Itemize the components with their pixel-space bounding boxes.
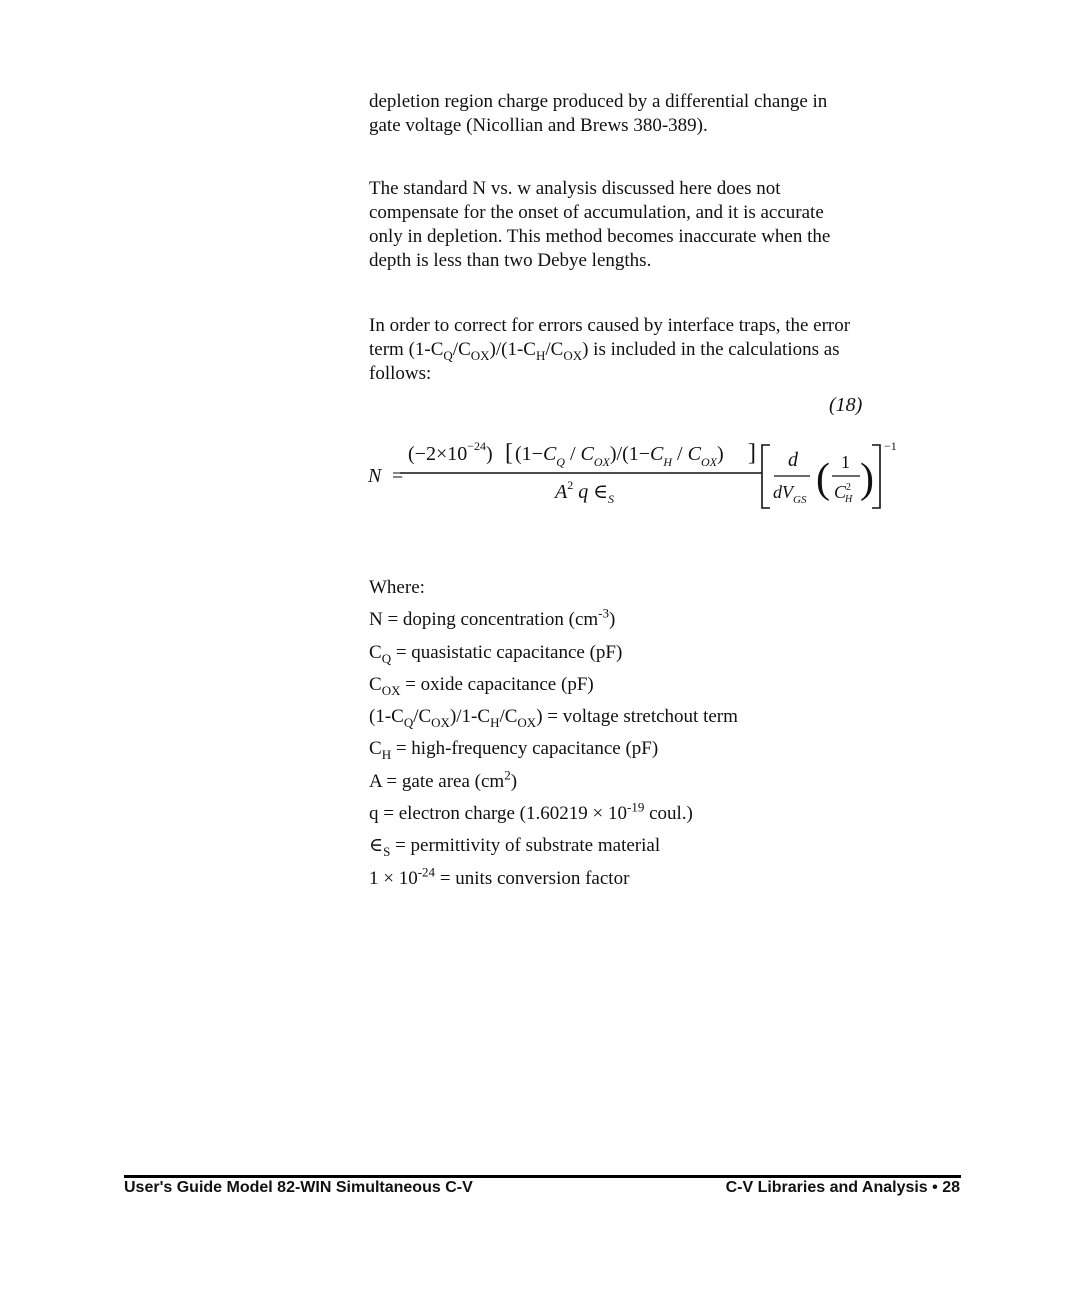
text-line: gate voltage (Nicollian and Brews 380-389). (369, 115, 708, 136)
svg-text:(−2×10−24): $(-2\times 10^{-24})$ (408, 439, 493, 465)
definitions-heading: Where: (369, 577, 425, 598)
svg-text:): ) (860, 456, 874, 502)
equation-number: (18) (829, 394, 863, 416)
definition-stretchout: $(1-C_Q/C_{OX})/1-C_H/C_{OX}$) = voltage stretchout term (369, 706, 738, 730)
text-line: only in depletion. This method becomes inaccurate when the (369, 226, 831, 247)
footer-section-page: C-V Libraries and Analysis • 28 (725, 1179, 960, 1196)
text-line: follows: (369, 363, 432, 384)
text-line: compensate for the onset of accumulation, and it is accurate (369, 202, 824, 223)
svg-text:N: N (368, 465, 382, 487)
svg-text:d: d (788, 449, 798, 471)
svg-text:A2 q ∈S: $A^2$ q $\in_S$ (555, 478, 615, 506)
svg-text:]: ] (748, 440, 756, 466)
definition-q: q = electron charge ($1.60219 \times 10^{-19}$ coul.) (369, 799, 693, 825)
definition-factor: $1 \times 10^{-24}$ = units conversion factor (369, 864, 630, 889)
definition-n: N = doping concentration $(cm^{-3})$ (369, 605, 616, 631)
text-line: term $(1-C_Q/C_{OX})/(1-C_H/C_{OX})$ is included in the calculations as (369, 339, 840, 363)
definition-cq: $C_Q$ = quasistatic capacitance (pF) (369, 641, 623, 666)
text-line: depletion region charge produced by a differential change in (369, 91, 828, 112)
svg-text:=: = (392, 465, 404, 487)
definition-ch: $C_H$ = high-frequency capacitance (pF) (369, 738, 659, 763)
paragraph-standard-analysis (369, 177, 909, 273)
text-line: The standard N vs. w analysis discussed here does not (369, 178, 781, 199)
svg-text:1: 1 (841, 452, 850, 472)
svg-text:C2H: $C^2$ H (834, 482, 853, 505)
text-line: In order to correct for errors caused by interface traps, the error (369, 315, 851, 336)
doping-equation (360, 420, 920, 530)
definition-cox: $C_{OX}$ = oxide capacitance (pF) (369, 673, 594, 698)
paragraph-depletion-charge (369, 90, 909, 138)
text-line: depth is less than two Debye lengths. (369, 250, 652, 271)
paragraph-interface-traps (369, 314, 909, 386)
definition-es: $\in_S$ = permittivity of substrate material (369, 835, 661, 860)
definition-a: A = gate area $(cm^2)$ (369, 767, 518, 792)
footer-guide-title: User's Guide Model 82-WIN Simultaneous C-V (124, 1179, 473, 1196)
svg-text:(: ( (816, 456, 830, 502)
definitions-list (369, 572, 738, 895)
svg-text:−1: −1 (884, 439, 897, 453)
svg-text:dVGS: $dV_{GS}$ (773, 482, 807, 506)
svg-text:[: [ (505, 440, 513, 466)
svg-text:(1−CQ / COX)/(1−CH / COX): $(1-C_Q / C_{OX})/(1-C_H / C_{OX})$ (515, 443, 724, 469)
